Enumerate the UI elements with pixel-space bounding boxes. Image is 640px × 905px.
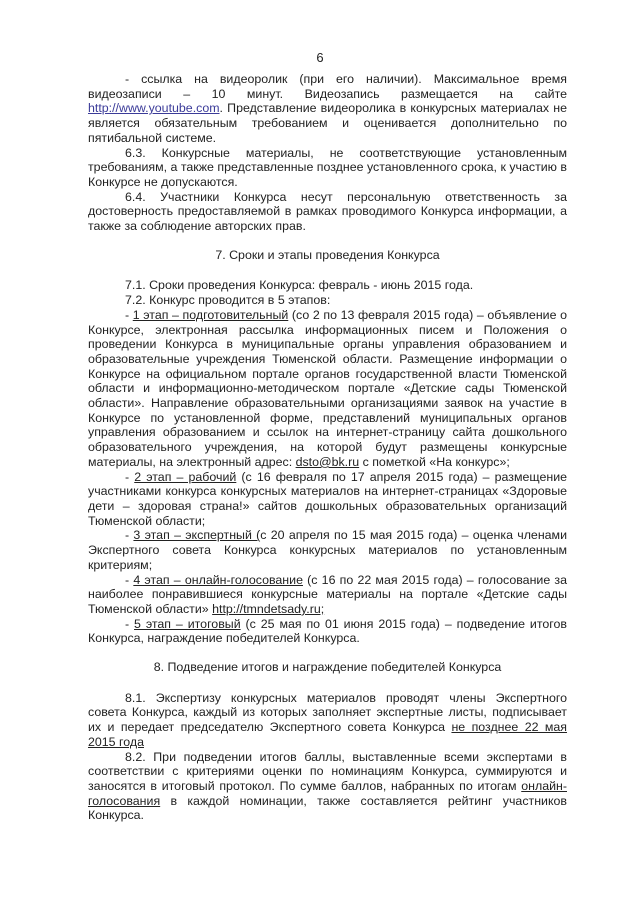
stage-5-title: 5 этап – итоговый xyxy=(134,616,241,631)
text: (с 25 мая по 01 июня 2015 года) – подведение итогов Конкурса, награждение победителей Конкурса. xyxy=(88,616,567,646)
stage-4-title: 4 этап – онлайн-голосование xyxy=(133,572,303,587)
stage-4 xyxy=(88,573,567,617)
dash: - xyxy=(125,307,133,322)
stage-1-title: 1 этап – подготовительный xyxy=(132,307,289,322)
youtube-link[interactable]: http://www.youtube.com xyxy=(88,101,220,116)
text: (с 16 по 22 мая 2015 года) – голосование за наиболее понравившиеся конкурсные материалы на портале «Детские сады Тюменской области» xyxy=(88,572,567,616)
text: 8.2. При подведении итогов баллы, выставленные всеми экспертами в соответствии с критериями оценки по номинациям Конкурса, суммируются и заносятся в итоговый протокол. По сумме баллов, набранных по итогам xyxy=(88,749,567,793)
dash: - xyxy=(125,469,135,484)
text: с 20 апреля по 15 мая 2015 года) – оценка членами Экспертного совета Конкурса конкурсных материалов по установленным критериям; xyxy=(88,528,567,572)
stage-2-title: 2 этап – рабочий xyxy=(134,469,237,484)
document-body xyxy=(88,72,567,823)
text: (со 2 по 13 февраля 2015 года) – объявление о Конкурсе, электронная рассылка информационных писем и Положения о проведении Конкурса в муниципальные органы управления образованием и образовательные учреждения Тюменской области. Размещение информации о Конкурсе на официальном портале органов государственной власти Тюменской области и информационно-методическом портале «Детские сады Тюменской области». Направление образовательными организациями заявок на участие в Конкурсе по установленной форме, представлений муниципальных органов управления образованием и ссылок на интернет-страницу сайта дошкольного образовательного учреждения, на которой будут размещены конкурсные материалы, на электронный адрес: xyxy=(88,307,567,469)
dash: - xyxy=(125,616,135,631)
text: 8.1. Экспертизу конкурсных материалов проводят члены Экспертного совета Конкурса, каждый из которых заполняет экспертные листы, подписывает их и передает председателю Экспертного совета Конкурса xyxy=(88,690,567,735)
deadline: не позднее 22 мая 2015 года xyxy=(88,720,568,749)
paragraph-6-3: 6.3. Конкурсные материалы, не соответствующие установленным требованиям, а также представленные позднее установленного срока, к участию в Конкурсе не допускаются. xyxy=(88,145,567,189)
section-heading-7: 7. Сроки и этапы проведения Конкурса xyxy=(215,247,440,262)
section-heading-8: 8. Подведение итогов и награждение победителей Конкурса xyxy=(153,660,502,675)
portal-link[interactable]: http://tmndetsady.ru; xyxy=(212,601,325,616)
paragraph-6-4: 6.4. Участники Конкурса несут персональную ответственность за достоверность предоставляемой в рамках проводимого Конкурса информации, а также за соблюдение авторских прав. xyxy=(88,189,567,234)
paragraph-8-2 xyxy=(88,750,567,824)
stage-1 xyxy=(88,308,567,470)
text: с пометкой «На конкурс»; xyxy=(359,454,510,469)
stage-5 xyxy=(88,617,567,646)
paragraph-video-link xyxy=(88,72,567,146)
text: - ссылка на видеоролик (при его наличии). Максимальное время видеозаписи – 10 минут. Видеозапись размещается на сайте xyxy=(88,72,567,101)
stage-3-title: 3 этап – экспертный ( xyxy=(133,528,261,543)
dash: - xyxy=(125,528,134,543)
text: (с 16 февраля по 17 апреля 2015 года) – размещение участниками конкурса конкурсных материалов на интернет-страницах «Здоровые дети – здоровая страна!» сайтов дошкольных образовательных организаций Тюменской области; xyxy=(88,469,568,528)
text: в каждой номинации, также составляется рейтинг участников Конкурса. xyxy=(88,793,567,823)
stage-3 xyxy=(88,528,567,572)
dash: - xyxy=(125,572,134,587)
page-number: 6 xyxy=(316,50,324,65)
online-voting: онлайн-голосования xyxy=(88,778,567,808)
stage-2 xyxy=(88,470,567,529)
paragraph-7-1: 7.1. Сроки проведения Конкурса: февраль - июнь 2015 года. xyxy=(125,278,474,293)
text: . Представление видеоролика в конкурсных материалах не является обязательным требованием и оценивается дополнительно по пятибальной системе. xyxy=(88,101,567,145)
email-link[interactable]: dsto@bk.ru xyxy=(295,454,360,469)
paragraph-7-2: 7.2. Конкурс проводится в 5 этапов: xyxy=(125,293,331,308)
paragraph-8-1 xyxy=(88,691,567,750)
